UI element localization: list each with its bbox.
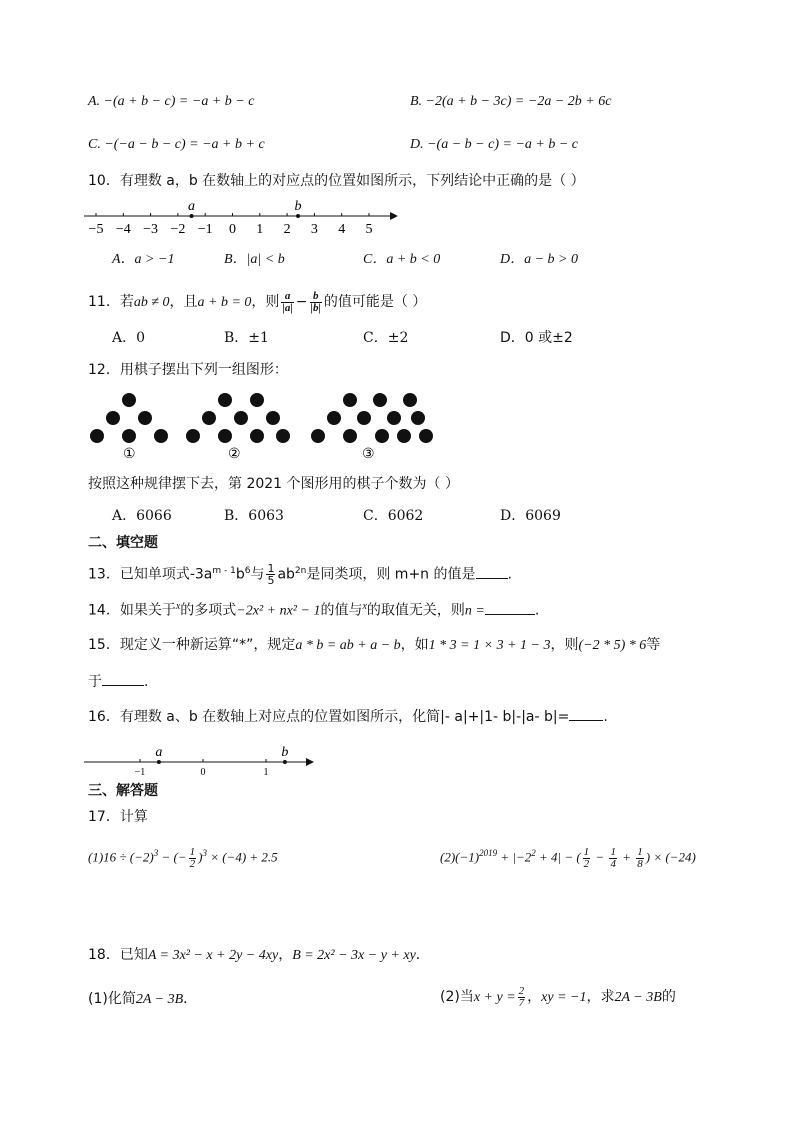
figure-label-2: ② xyxy=(228,447,241,462)
q16-number-line xyxy=(84,738,324,780)
figure-3 xyxy=(311,393,433,443)
q10-stem: 10．有理数 a，b 在数轴上的对应点的位置如图所示，下列结论中正确的是（ ） xyxy=(88,173,585,189)
q12-figure xyxy=(86,388,446,464)
q18-fraction: $\frac{2}{7}$ xyxy=(518,984,525,1009)
q11-option-d: D．0 或±2 xyxy=(500,330,573,346)
q15-stem-line1: 15．现定义一种新运算“*”，规定a * b = ab + a − b，如1 * 3 = 1 × 3 + 1 − 3，则(−2 * 5) * 6等 xyxy=(88,637,661,653)
tick-label: 1 xyxy=(263,767,269,778)
point-label-a: a xyxy=(188,199,196,214)
q10-option-d: D．a − b > 0 xyxy=(500,252,579,267)
tick-label: 5 xyxy=(365,222,373,237)
tick-label: 1 xyxy=(256,222,264,237)
q11-option-a: A．0 xyxy=(112,330,146,346)
q15-answer-blank[interactable] xyxy=(102,685,144,686)
q13-stem: 13．已知单项式$-3a^{m - 1}b^6$与 $\frac{1}{5}$ $ab^{2n}$是同类项，则 m+n 的值是 . xyxy=(88,562,512,588)
tick-label: −3 xyxy=(143,222,159,237)
section-fill-in: 二、填空题 xyxy=(88,535,158,551)
q12-option-c: C．6062 xyxy=(363,508,424,524)
q17-p1-fraction: $\frac{1}{2}$ xyxy=(189,845,196,870)
q13-answer-blank[interactable] xyxy=(476,578,508,579)
q10-number-line xyxy=(84,196,404,238)
point-b xyxy=(296,214,300,218)
q12-option-b: B．6063 xyxy=(224,508,284,524)
tick-label: −1 xyxy=(197,222,213,237)
q10-option-a: A．a > −1 xyxy=(112,252,175,267)
point-label-b: b xyxy=(281,745,289,760)
tick-label: 3 xyxy=(310,222,318,237)
q9-option-d: D. −(a − b − c) = −a + b − c xyxy=(410,137,578,152)
point-label-a: a xyxy=(155,745,163,760)
q15-stem-line2: 于 . xyxy=(88,674,149,690)
q14-answer-blank[interactable] xyxy=(485,614,535,615)
point-a xyxy=(190,214,194,218)
q16-answer-blank[interactable] xyxy=(569,720,603,721)
q13-fraction: $\frac{1}{5}$ xyxy=(267,562,275,588)
q10-option-b: B．|a| < b xyxy=(224,252,285,267)
tick-label: −2 xyxy=(170,222,186,237)
q9-option-c: C. −(−a − b − c) = −a + b + c xyxy=(88,137,265,152)
point-b xyxy=(283,760,287,764)
point-label-b: b xyxy=(294,199,302,214)
q11-fraction-1: $\frac{a}{|a|}$ xyxy=(282,289,293,314)
tick-label: −1 xyxy=(134,767,146,778)
figure-label-1: ① xyxy=(123,447,136,462)
tick-label: 2 xyxy=(283,222,291,237)
tick-label: 0 xyxy=(229,222,236,237)
q9-option-a: A. −(a + b − c) = −a + b − c xyxy=(88,94,255,109)
q14-stem: 14．如果关于$^x$的多项式−2x² + nx² − 1的值与$^x$的取值无关，则n = . xyxy=(88,601,540,619)
tick-label: 0 xyxy=(200,767,206,778)
q11-fraction-2: $\frac{b}{|b|}$ xyxy=(310,289,321,314)
q10-option-c: C．a + b < 0 xyxy=(363,252,441,267)
q12-stem: 12．用棋子摆出下列一组图形： xyxy=(88,362,288,378)
q12-option-a: A．6066 xyxy=(112,508,172,524)
q9-option-b: B. −2(a + b − 3c) = −2a − 2b + 6c xyxy=(410,94,612,109)
q11-option-c: C．±2 xyxy=(363,330,409,346)
q12-follow-text: 按照这种规律摆下去，第 2021 个图形用的棋子个数为（ ） xyxy=(88,476,459,492)
q17-stem: 17．计算 xyxy=(88,809,148,825)
figure-1 xyxy=(90,393,168,443)
q11-option-b: B．±1 xyxy=(224,330,269,346)
q17-part-2: $(2)(-1)^{2019} + |-2^2 + 4|$ − ( $\frac{1}{2}$ − $\frac{1}{4}$ + $\frac{1}{8}$ ) × (−24) xyxy=(440,845,696,870)
q16-stem: 16．有理数 a、b 在数轴上对应点的位置如图所示，化简|- a|+|1- b|-|a- b|= . xyxy=(88,709,608,725)
section-solve: 三、解答题 xyxy=(88,783,158,799)
q12-option-d: D．6069 xyxy=(500,508,561,524)
figure-label-3: ③ xyxy=(362,447,375,462)
point-a xyxy=(157,760,161,764)
q18-stem: 18．已知A = 3x² − x + 2y − 4xy，B = 2x² − 3x − y + xy． xyxy=(88,947,430,963)
q18-part-1: (1)化简2A − 3B． xyxy=(88,991,198,1007)
tick-label: −4 xyxy=(115,222,131,237)
figure-2 xyxy=(186,393,290,443)
tick-label: 4 xyxy=(338,222,346,237)
tick-label: −5 xyxy=(88,222,104,237)
q18-part-2: (2)当x + y = $\frac{2}{7}$ ，xy = −1，求2A − 3B的 xyxy=(440,984,676,1009)
q17-part-1: $(1)16 \div (-2)^3$ − (− $\frac{1}{2}$ )$^3$ × (−4) + 2.5 xyxy=(88,845,278,870)
q11-stem: 11．若ab ≠ 0，且a + b = 0，则 $\frac{a}{|a|}$ − $\frac{b}{|b|}$ 的值可能是（ ） xyxy=(88,289,427,314)
